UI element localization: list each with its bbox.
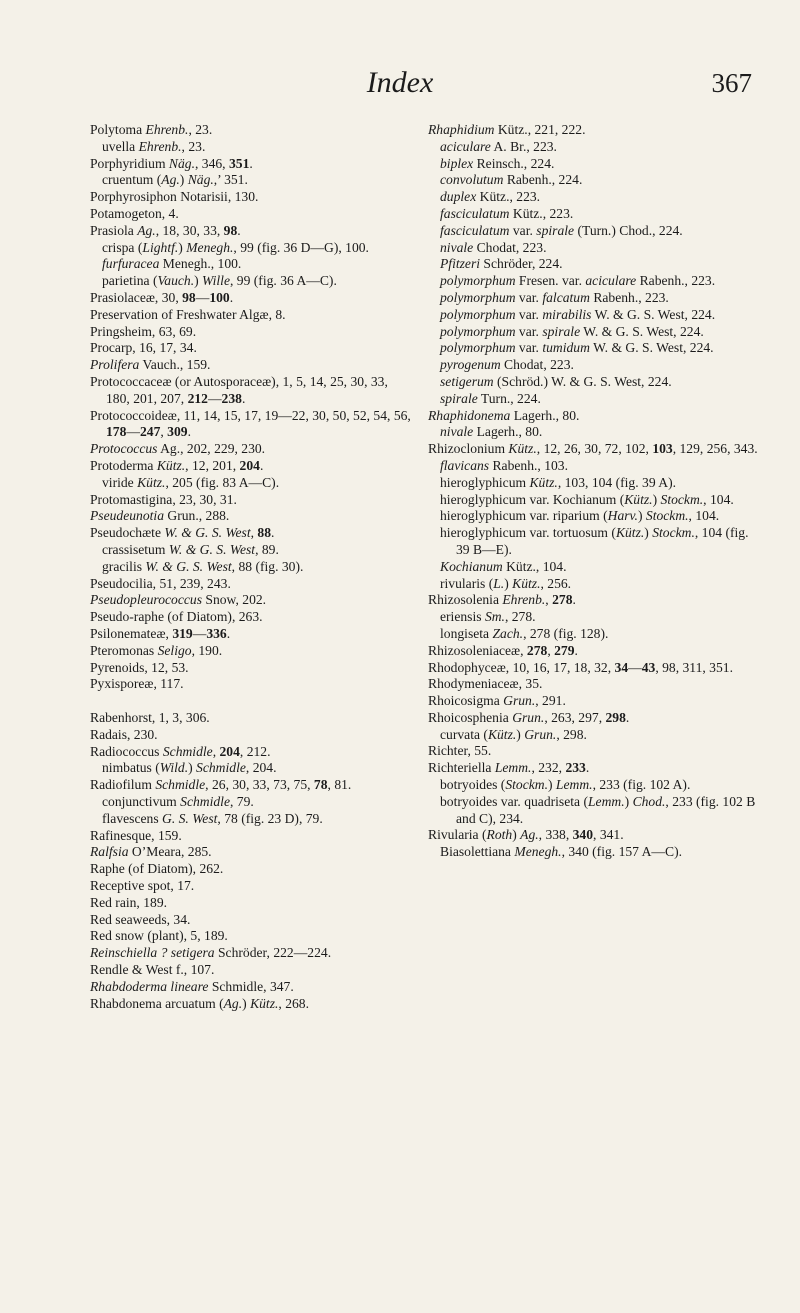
index-subentry: viride Kütz., 205 (fig. 83 A—C). (102, 474, 280, 490)
index-subentry: polymorphum var. spirale W. & G. S. West, 224. (440, 323, 704, 339)
index-subentry: fasciculatum Kütz., 223. (440, 205, 574, 221)
index-subentry: gracilis W. & G. S. West, 88 (fig. 30). (102, 558, 304, 574)
index-entry: Rivularia (Roth) Ag., 338, 340, 341. (428, 827, 624, 843)
index-entry: Rhaphidium Kütz., 221, 222. (428, 122, 586, 137)
section-gap (90, 693, 412, 710)
index-subentry: eriensis Sm., 278. (440, 609, 536, 625)
index-entry: Rhodophyceæ, 10, 16, 17, 18, 32, 34—43, 98, 311, 351. (428, 659, 733, 675)
index-subentry: nimbatus (Wild.) Schmidle, 204. (102, 760, 277, 776)
index-subentry: hieroglyphicum var. Kochianum (Kütz.) Stockm., 104. (440, 491, 734, 507)
index-subentry: duplex Kütz., 223. (440, 189, 541, 205)
index-subentry: furfuracea Menegh., 100. (102, 256, 242, 272)
index-entry: Rhabdonema arcuatum (Ag.) Kütz., 268. (90, 995, 309, 1011)
index-entry: Rhizosoleniaceæ, 278, 279. (428, 642, 578, 658)
index-entry: Psilonemateæ, 319—336. (90, 625, 231, 641)
index-subentry: Kochianum Kütz., 104. (440, 558, 567, 574)
index-entry: Richter, 55. (428, 743, 492, 759)
index-subentry: crassisetum W. & G. S. West, 89. (102, 541, 279, 557)
index-entry: Protomastigina, 23, 30, 31. (90, 491, 237, 507)
index-entry: Pseudopleurococcus Snow, 202. (90, 592, 267, 608)
index-entry: Pseudochæte W. & G. S. West, 88. (90, 525, 275, 541)
index-subentry: Biasolettiana Menegh., 340 (fig. 157 A—C). (440, 844, 683, 860)
index-entry: Red rain, 189. (90, 894, 168, 910)
index-entry: Prolifera Vauch., 159. (90, 357, 211, 373)
index-entry: Procarp, 16, 17, 34. (90, 340, 197, 356)
index-subentry: flavicans Rabenh., 103. (440, 457, 569, 473)
index-subentry: parietina (Vauch.) Wille, 99 (fig. 36 A—C). (102, 273, 337, 289)
index-subentry: uvella Ehrenb., 23. (102, 138, 206, 154)
index-entry: Protoderma Kütz., 12, 201, 204. (90, 457, 264, 473)
page-number: 367 (711, 68, 752, 98)
index-entry: Radiofilum Schmidle, 26, 30, 33, 73, 75, 78, 81. (90, 777, 352, 793)
index-subentry: convolutum Rabenh., 224. (440, 172, 583, 188)
index-subentry: biplex Reinsch., 224. (440, 155, 555, 171)
index-subentry: hieroglyphicum Kütz., 103, 104 (fig. 39 A). (440, 474, 677, 490)
index-entry: Pyrenoids, 12, 53. (90, 659, 189, 675)
index-subentry: fasciculatum var. spirale (Turn.) Chod., 224. (440, 222, 683, 238)
index-subentry: nivale Chodat, 223. (440, 239, 547, 255)
index-subentry: hieroglyphicum var. riparium (Harv.) Stockm., 104. (440, 508, 720, 524)
index-subentry: setigerum (Schröd.) W. & G. S. West, 224. (440, 373, 672, 389)
page-header (0, 62, 800, 102)
index-entry: Preservation of Freshwater Algæ, 8. (90, 306, 286, 322)
index-entry: Prasiolaceæ, 30, 98—100. (90, 289, 234, 305)
index-entry: Radiococcus Schmidle, 204, 212. (90, 743, 271, 759)
index-entry: Protococcaceæ (or Autosporaceæ), 1, 5, 14, 25, 30, 33, 180, 201, 207, 212—238. (90, 373, 388, 406)
index-entry: Rhodymeniaceæ, 35. (428, 676, 543, 692)
index-entry: Reinschiella ? setigera Schröder, 222—224. (90, 945, 332, 961)
page-title: Index (366, 66, 434, 99)
index-subentry: cruentum (Ag.) Näg.,’ 351. (102, 172, 248, 188)
index-entry: Raphe (of Diatom), 262. (90, 861, 224, 877)
index-entry: Ralfsia O’Meara, 285. (90, 844, 212, 860)
index-subentry: spirale Turn., 224. (440, 390, 541, 406)
index-entry: Pteromonas Seligo, 190. (90, 642, 223, 658)
index-subentry: conjunctivum Schmidle, 79. (102, 794, 254, 810)
index-subentry: curvata (Kütz.) Grun., 298. (440, 726, 587, 742)
index-column-left (90, 122, 412, 1012)
index-entry: Porphyrosiphon Notarisii, 130. (90, 189, 259, 205)
index-entry: Prasiola Ag., 18, 30, 33, 98. (90, 222, 241, 238)
index-subentry: botryoides var. quadriseta (Lemm.) Chod., 233 (fig. 102 B and C), 234. (440, 793, 756, 826)
index-entry: Pyxisporeæ, 117. (90, 676, 184, 692)
index-entry: Rhaphidonema Lagerh., 80. (428, 407, 580, 423)
index-entry: Red seaweeds, 34. (90, 911, 191, 927)
index-entry: Richteriella Lemm., 232, 233. (428, 760, 590, 776)
index-subentry: longiseta Zach., 278 (fig. 128). (440, 625, 609, 641)
index-subentry: pyrogenum Chodat, 223. (440, 357, 574, 373)
index-entry: Pseudeunotia Grun., 288. (90, 508, 230, 524)
index-entry: Pseudocilia, 51, 239, 243. (90, 575, 231, 591)
index-column-right (428, 122, 758, 861)
index-entry: Porphyridium Näg., 346, 351. (90, 155, 253, 171)
index-subentry: Pfitzeri Schröder, 224. (440, 256, 563, 272)
index-subentry: crispa (Lightf.) Menegh., 99 (fig. 36 D—G), 100. (102, 239, 369, 255)
index-entry: Rhabdoderma lineare Schmidle, 347. (90, 978, 294, 994)
index-subentry: polymorphum var. tumidum W. & G. S. West, 224. (440, 340, 714, 356)
index-entry: Rhizosolenia Ehrenb., 278. (428, 592, 576, 608)
index-entry: Radais, 230. (90, 726, 158, 742)
index-entry: Rafinesque, 159. (90, 827, 182, 843)
index-entry: Protococcoideæ, 11, 14, 15, 17, 19—22, 30, 50, 52, 54, 56, 178—247, 309. (90, 407, 411, 440)
index-entry: Polytoma Ehrenb., 23. (90, 122, 213, 137)
index-subentry: polymorphum Fresen. var. aciculare Rabenh., 223. (440, 273, 716, 289)
index-subentry: rivularis (L.) Kütz., 256. (440, 575, 572, 591)
index-subentry: flavescens G. S. West, 78 (fig. 23 D), 79. (102, 810, 323, 826)
index-subentry: hieroglyphicum var. tortuosum (Kütz.) Stockm., 104 (fig. 39 B—E). (440, 525, 749, 557)
index-entry: Potamogeton, 4. (90, 205, 179, 221)
index-entry: Pringsheim, 63, 69. (90, 323, 197, 339)
index-entry: Rhoicosigma Grun., 291. (428, 693, 566, 709)
index-entry: Rhizoclonium Kütz., 12, 26, 30, 72, 102, 103, 129, 256, 343. (428, 441, 758, 457)
index-entry: Rendle & West f., 107. (90, 962, 215, 978)
index-entry: Rabenhorst, 1, 3, 306. (90, 710, 210, 726)
index-entry: Red snow (plant), 5, 189. (90, 928, 228, 944)
index-entry: Protococcus Ag., 202, 229, 230. (90, 441, 266, 457)
index-entry: Receptive spot, 17. (90, 878, 195, 894)
index-entry: Rhoicosphenia Grun., 263, 297, 298. (428, 709, 630, 725)
index-subentry: polymorphum var. falcatum Rabenh., 223. (440, 289, 669, 305)
index-entry: Pseudo-raphe (of Diatom), 263. (90, 609, 263, 625)
index-subentry: polymorphum var. mirabilis W. & G. S. West, 224. (440, 306, 716, 322)
index-subentry: botryoides (Stockm.) Lemm., 233 (fig. 102 A). (440, 777, 691, 793)
index-subentry: aciculare A. Br., 223. (440, 138, 557, 154)
index-subentry: nivale Lagerh., 80. (440, 424, 543, 440)
